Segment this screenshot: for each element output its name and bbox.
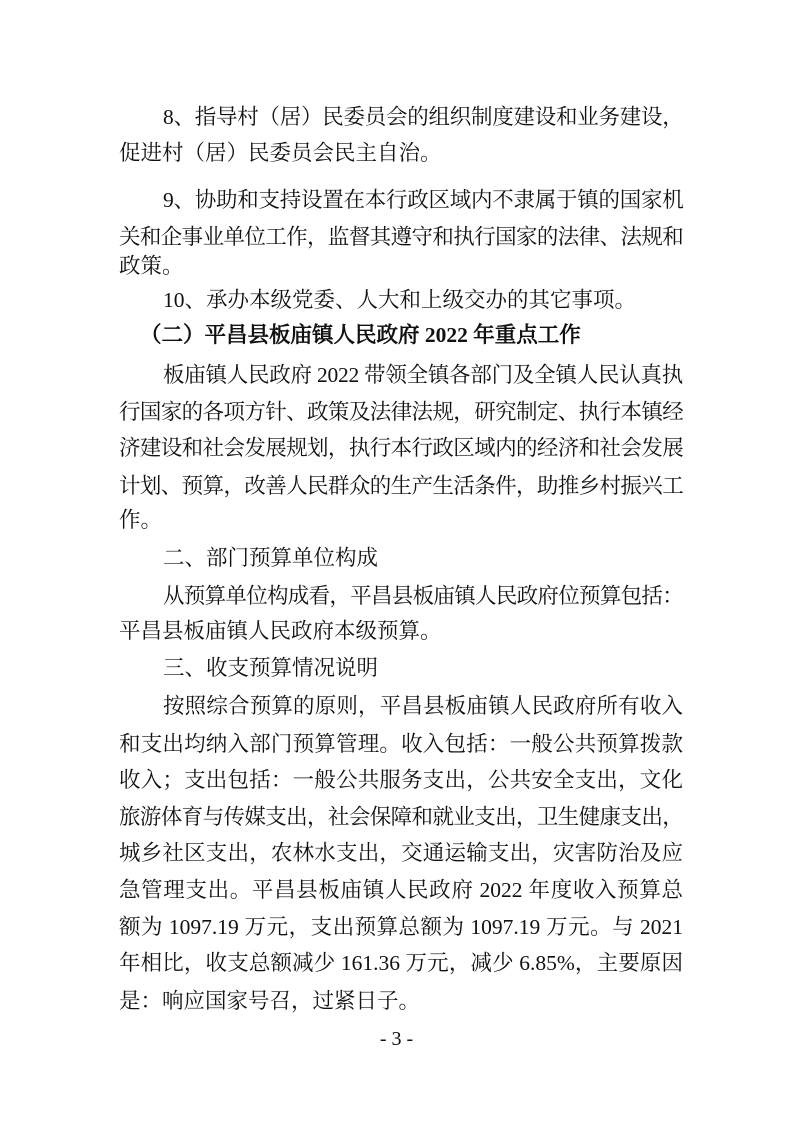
work-desc-line-1: 板庙镇人民政府 2022 带领全镇各部门及全镇人民认真执 bbox=[163, 363, 683, 387]
budget-desc-line-3: 收入；支出包括：一般公共服务支出，公共安全支出，文化 bbox=[119, 768, 683, 792]
work-desc-line-4: 计划、预算，改善人民群众的生产生活条件，助推乡村振兴工 bbox=[119, 474, 683, 498]
budget-desc-line-2: 和支出均纳入部门预算管理。收入包括：一般公共预算拨款 bbox=[119, 732, 683, 756]
budget-desc-line-8: 年相比，收支总额减少 161.36 万元，减少 6.85%，主要原因 bbox=[119, 951, 683, 975]
section-heading-units: 二、部门预算单位构成 bbox=[163, 546, 379, 570]
work-desc-line-5: 作。 bbox=[119, 508, 163, 532]
budget-desc-line-5: 城乡社区支出，农林水支出，交通运输支出，灾害防治及应 bbox=[119, 841, 683, 865]
units-desc-line-1: 从预算单位构成看，平昌县板庙镇人民政府位预算包括： bbox=[163, 584, 683, 608]
units-desc-line-2: 平昌县板庙镇人民政府本级预算。 bbox=[119, 619, 442, 643]
budget-desc-line-4: 旅游体育与传媒支出，社会保障和就业支出，卫生健康支出， bbox=[119, 805, 683, 829]
budget-desc-line-1: 按照综合预算的原则，平昌县板庙镇人民政府所有收入 bbox=[163, 694, 683, 718]
paragraph-item-9-line-2: 关和企事业单位工作，监督其遵守和执行国家的法律、法规和 bbox=[119, 225, 683, 249]
budget-desc-line-7: 额为 1097.19 万元，支出预算总额为 1097.19 万元。与 2021 bbox=[119, 915, 683, 939]
paragraph-item-8-line-2: 促进村（居）民委员会民主自治。 bbox=[119, 141, 442, 165]
paragraph-item-8-line-1: 8、指导村（居）民委员会的组织制度建设和业务建设， bbox=[163, 105, 684, 129]
paragraph-item-9-line-3: 政策。 bbox=[119, 254, 184, 278]
work-desc-line-3: 济建设和社会发展规划，执行本行政区域内的经济和社会发展 bbox=[119, 436, 683, 460]
page-number: - 3 - bbox=[379, 1028, 414, 1050]
section-heading-budget: 三、收支预算情况说明 bbox=[163, 656, 379, 680]
section-heading-2022-work: （二）平昌县板庙镇人民政府 2022 年重点工作 bbox=[140, 323, 581, 347]
budget-desc-line-9: 是：响应国家号召，过紧日子。 bbox=[119, 989, 421, 1013]
budget-desc-line-6: 急管理支出。平昌县板庙镇人民政府 2022 年度收入预算总 bbox=[119, 878, 683, 902]
paragraph-item-9-line-1: 9、协助和支持设置在本行政区域内不隶属于镇的国家机 bbox=[163, 188, 684, 212]
paragraph-item-10: 10、承办本级党委、人大和上级交办的其它事项。 bbox=[163, 288, 637, 312]
work-desc-line-2: 行国家的各项方针、政策及法律法规，研究制定、执行本镇经 bbox=[119, 400, 683, 424]
